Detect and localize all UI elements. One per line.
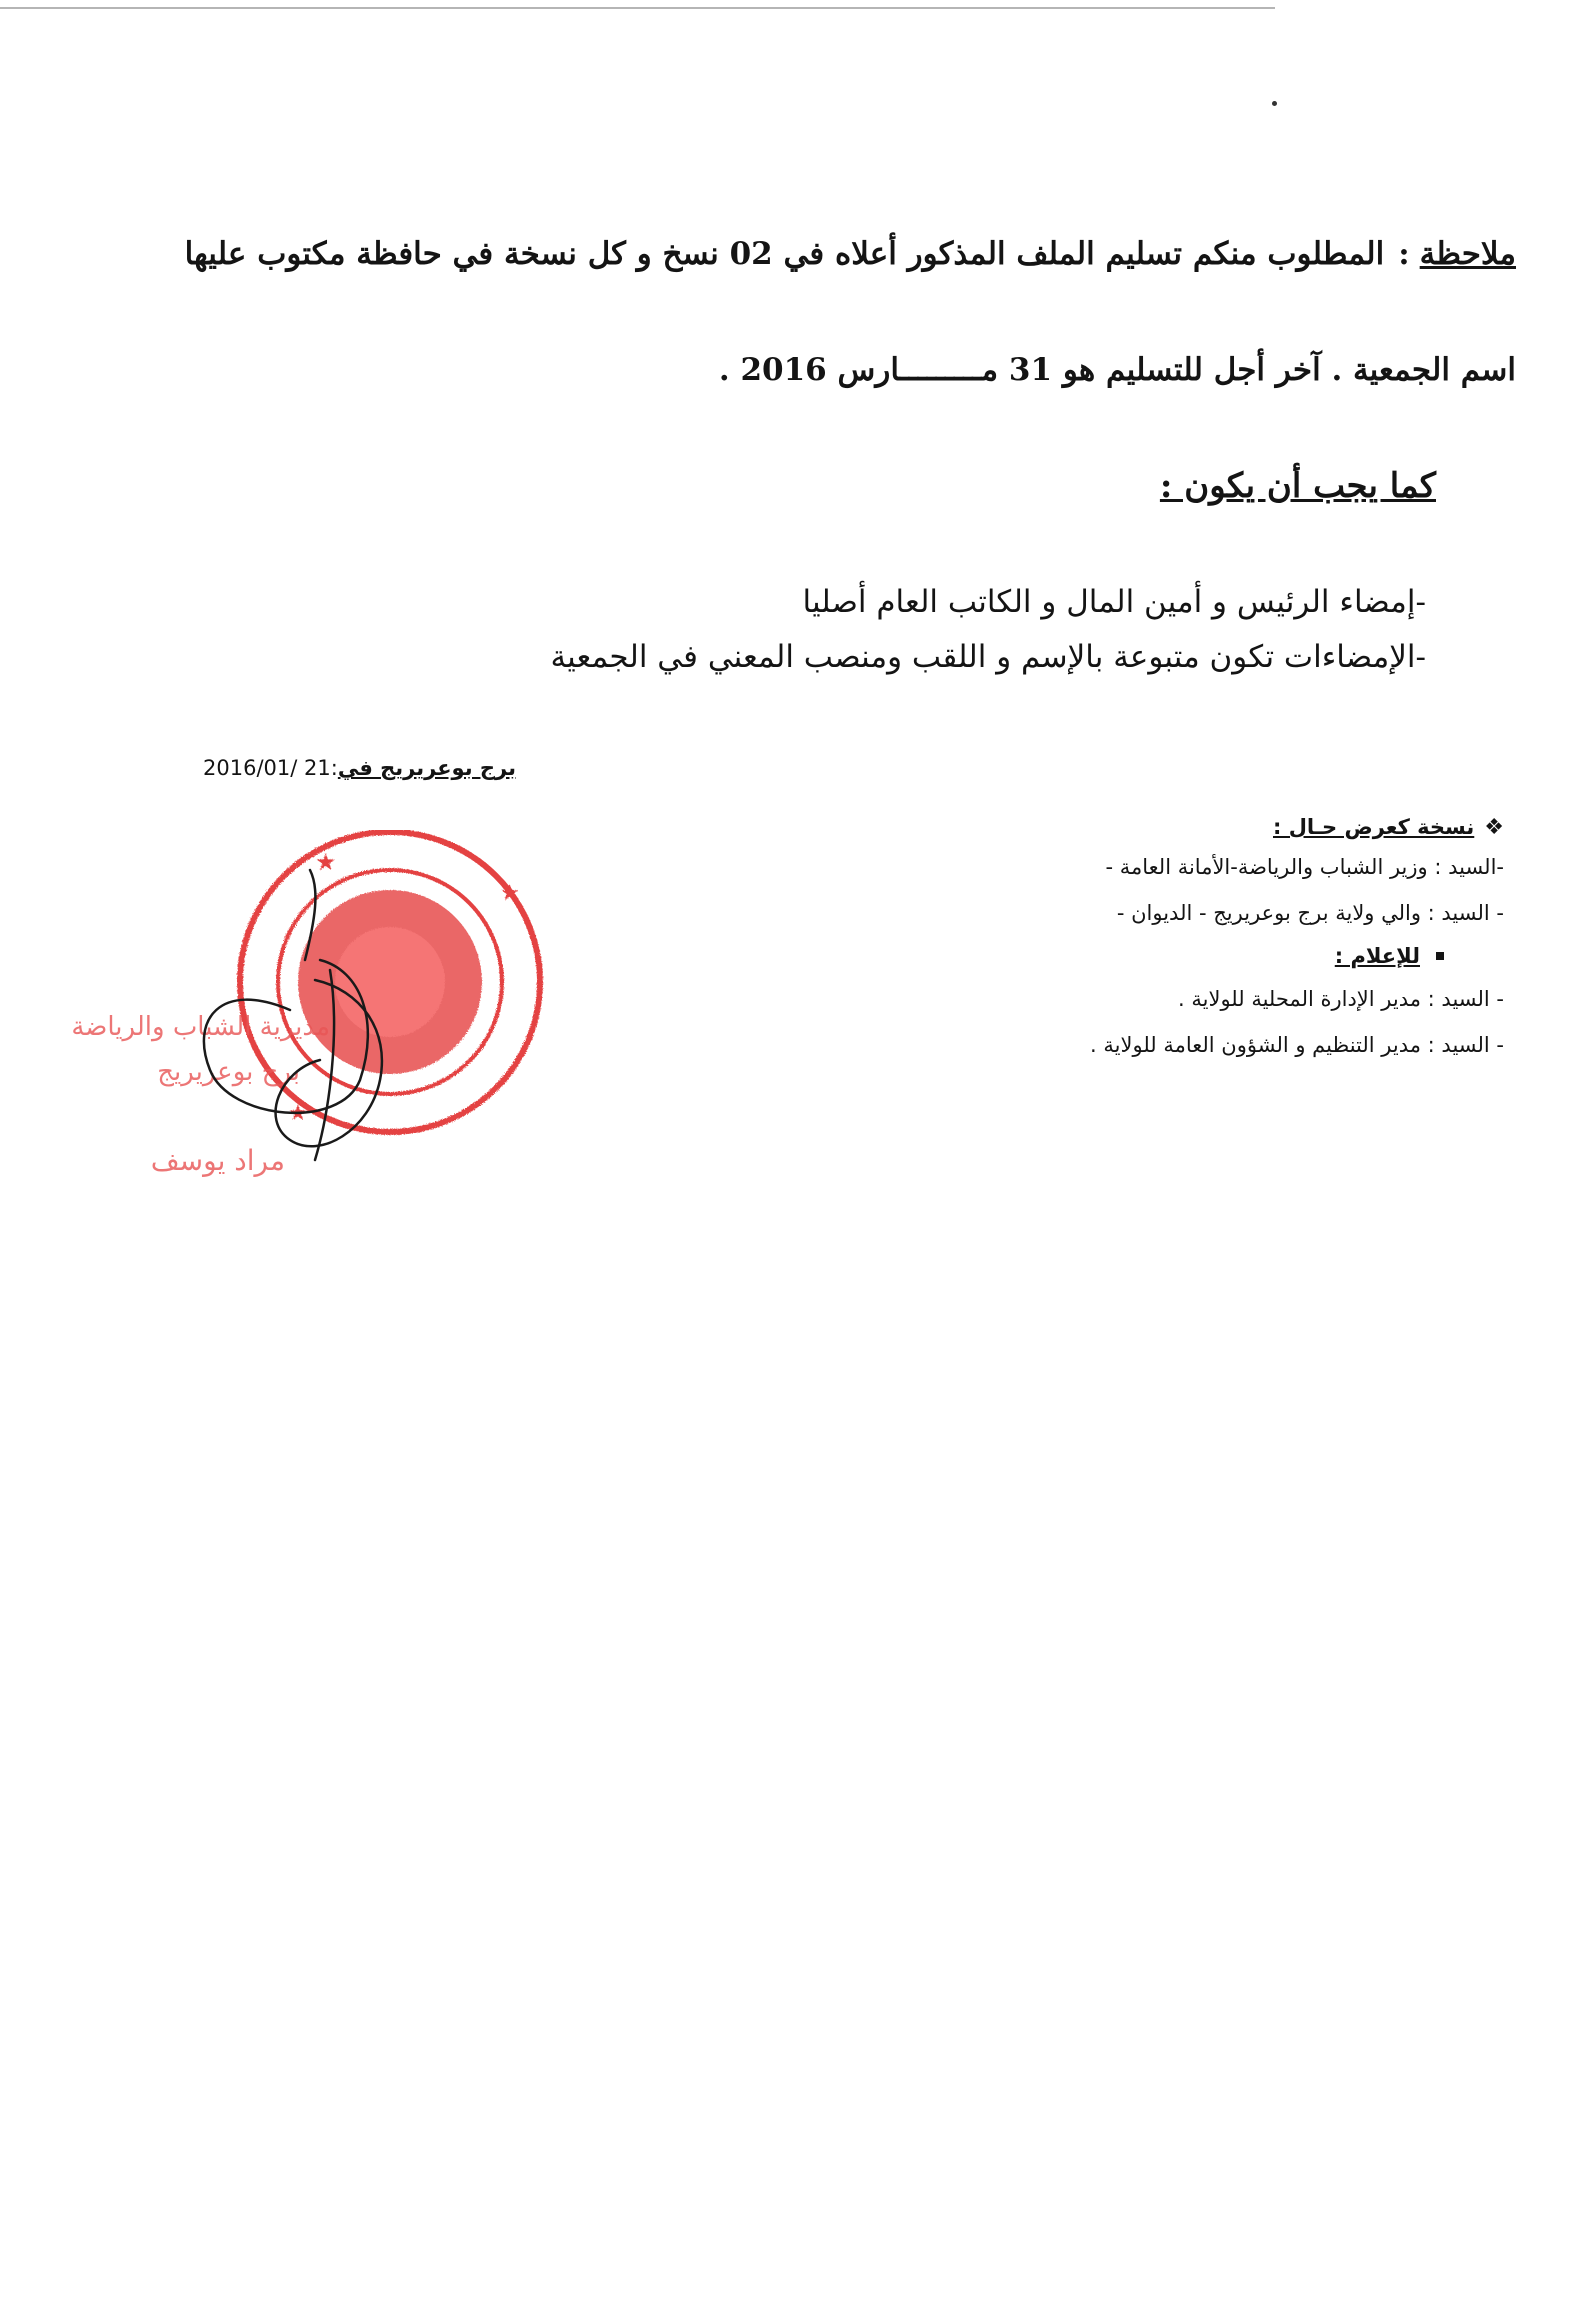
scan-top-edge [0,0,1596,10]
info-recipient-local-admin: - السيد : مدير الإدارة المحلية للولاية . [1178,987,1504,1011]
copy-recipient-minister: -السيد : وزير الشباب والرياضة-الأمانة العامة - [1105,855,1504,879]
stamp-text-line-2: برج بوعريريج [157,1057,300,1087]
note-line-1 [76,236,1516,272]
svg-text:★: ★ [500,881,520,906]
stamp-text-line-3: مراد يوسف [150,1144,285,1177]
scan-speck [1272,101,1277,106]
info-heading-row [1090,936,1504,976]
date-value: :21 /2016/01 [203,756,338,780]
requirement-item-signatures: -إمضاء الرئيس و أمين المال و الكاتب العام أصليا [802,584,1426,620]
copy-recipient-wali: - السيد : والي ولاية برج بوعريريج - الديوان - [1116,901,1504,925]
info-heading: للإعلام : [1334,944,1420,968]
copies-heading: نسخة كعرض حـال : [1273,815,1475,839]
note-line-2: اسم الجمعية . آخر أجل للتسليم هو 31 مـــــــــارس 2016 . [718,352,1516,388]
note-label: ملاحظة [1419,236,1516,272]
square-bullet-icon [1436,952,1444,960]
official-stamp-and-signature [60,830,560,1190]
svg-text:★: ★ [288,1101,308,1126]
svg-text:★: ★ [315,848,337,876]
copies-heading-row [1090,810,1504,844]
requirements-heading: كما يجب أن يكون : [1159,466,1436,506]
note-text-1: المطلوب منكم تسليم الملف المذكور أعلاه في 02 نسخ و كل نسخة في حافظة مكتوب عليها [184,236,1385,272]
place-date [136,756,516,780]
requirement-item-names: -الإمضاءات تكون متبوعة بالإسم و اللقب ومنصب المعني في الجمعية [550,639,1426,675]
round-stamp [240,832,540,1132]
copies-block [1090,810,1504,1068]
stamp-text-line-1: مديرية الشباب والرياضة [71,1012,330,1042]
diamond-bullet-icon: ❖ [1484,814,1504,840]
info-recipient-general-affairs: - السيد : مدير التنظيم و الشؤون العامة للولاية . [1090,1033,1504,1057]
place-label: برج بوعريريج في [337,756,516,780]
note-separator: : [1398,236,1410,272]
